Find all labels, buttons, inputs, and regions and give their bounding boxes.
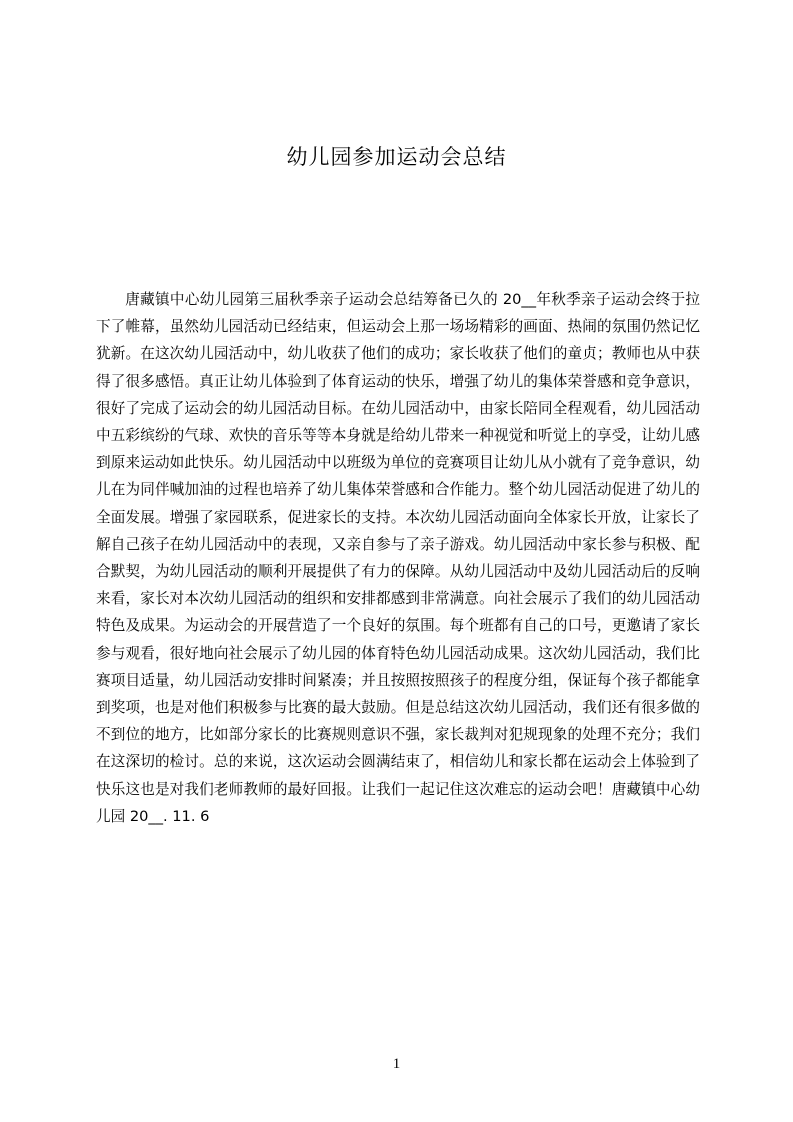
page-number: 1	[392, 1056, 401, 1072]
document-title: 幼儿园参加运动会总结	[286, 145, 507, 169]
document-body-paragraph: 唐藏镇中心幼儿园第三届秋季亲子运动会总结筹备已久的 20__年秋季亲子运动会终于拉下了帷幕，虽然幼儿园活动已经结束，但运动会上那一场场精彩的画面、热闹的氛围仍然记忆犹新。在这次幼儿园活动中，幼儿收获了他们的成功；家长收获了他们的童贞；教师也从中获得了很多感悟。真正让幼儿体验到了体育运动的快乐，增强了幼儿的集体荣誉感和竞争意识，很好了完成了运动会的幼儿园活动目标。在幼儿园活动中，由家长陪同全程观看，幼儿园活动中五彩缤纷的气球、欢快的音乐等等本身就是给幼儿带来一种视觉和听觉上的享受，让幼儿感到原来运动如此快乐。幼儿园活动中以班级为单位的竞赛项目让幼儿从小就有了竞争意识，幼儿在为同伴喊加油的过程也培养了幼儿集体荣誉感和合作能力。整个幼儿园活动促进了幼儿的全面发展。增强了家园联系，促进家长的支持。本次幼儿园活动面向全体家长开放，让家长了解自己孩子在幼儿园活动中的表现，又亲自参与了亲子游戏。幼儿园活动中家长参与积极、配合默契，为幼儿园活动的顺利开展提供了有力的保障。从幼儿园活动中及幼儿园活动后的反响来看，家长对本次幼儿园活动的组织和安排都感到非常满意。向社会展示了我们的幼儿园活动特色及成果。为运动会的开展营造了一个良好的氛围。每个班都有自己的口号，更邀请了家长参与观看，很好地向社会展示了幼儿园的体育特色幼儿园活动成果。这次幼儿园活动，我们比赛项目适量，幼儿园活动安排时间紧凑；并且按照按照孩子的程度分组，保证每个孩子都能拿到奖项，也是对他们积极参与比赛的最大鼓励。但是总结这次幼儿园活动，我们还有很多做的不到位的地方，比如部分家长的比赛规则意识不强，家长裁判对犯规现象的处理不充分；我们在这深切的检讨。总的来说，这次运动会圆满结束了，相信幼儿和家长都在运动会上体验到了快乐这也是对我们老师教师的最好回报。让我们一起记住这次难忘的运动会吧！唐藏镇中心幼儿园 20__. 11. 6	[96, 291, 700, 825]
